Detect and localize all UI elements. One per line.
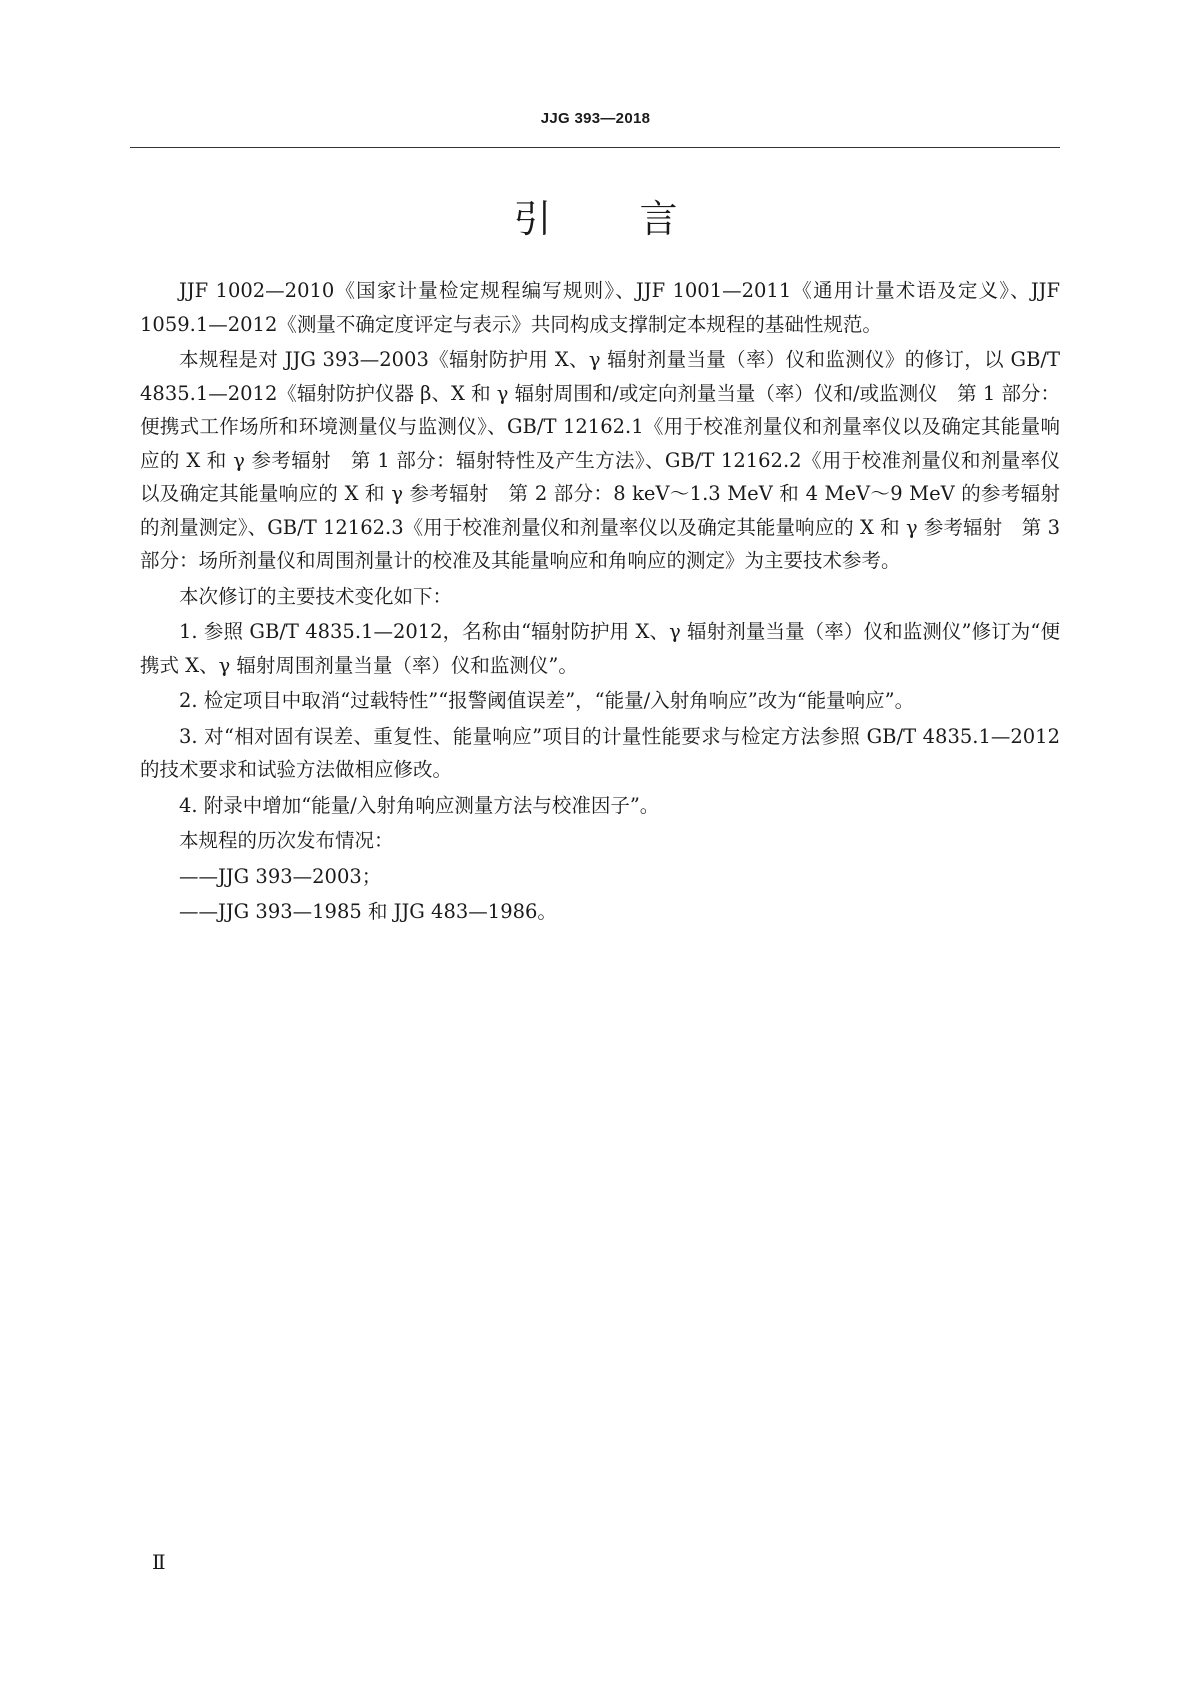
title-char-2: 言 — [639, 197, 678, 241]
header-divider — [130, 147, 1060, 148]
change-item-4: 4. 附录中增加“能量/入射角响应测量方法与校准因子”。 — [179, 793, 660, 817]
paragraph-revision-basis: 本规程是对 JJG 393—2003《辐射防护用 X、γ 辐射剂量当量（率）仪和监测仪》的修订，以 GB/T 4835.1—2012《辐射防护仪器 β、X 和 γ 辐射周围和/或定向剂量当量（率）仪和/或监测仪 第 1 部分：便携式工作场所和环境测量仪与监测仪》、GB/T 12162.1《用于校准剂量仪和剂量率仪以及确定其能量响应的 X 和 γ 参考辐射 第 1 部分：辐射特性及产生方法》、GB/T 12162.2《用于校准剂量仪和剂量率仪以及确定其能量响应的 X 和 γ 参考辐射 第 2 部分：8 keV～1.3 MeV 和 4 MeV～9 MeV 的参考辐射的剂量测定》、GB/T 12162.3《用于校准剂量仪和剂量率仪以及确定其能量响应的 X 和 γ 参考辐射 第 3 部分：场所剂量仪和周围剂量计的校准及其能量响应和角响应的测定》为主要技术参考。 — [140, 348, 1060, 572]
history-item-2: ——JJG 393—1985 和 JJG 483—1986。 — [179, 900, 557, 923]
page-title — [0, 188, 1191, 243]
history-item-1: ——JJG 393—2003； — [179, 864, 382, 888]
change-item-3: 3. 对“相对固有误差、重复性、能量响应”项目的计量性能要求与检定方法参照 GB/T 4835.1—2012 的技术要求和试验方法做相应修改。 — [140, 724, 1060, 781]
document-body — [140, 274, 1060, 931]
page-number: Ⅱ — [152, 1550, 166, 1574]
paragraph-history-intro: 本规程的历次发布情况： — [179, 829, 394, 852]
paragraph-changes-intro: 本次修订的主要技术变化如下： — [179, 584, 453, 608]
paragraph-normative-references: JJF 1002—2010《国家计量检定规程编写规则》、JJF 1001—2011《通用计量术语及定义》、JJF 1059.1—2012《测量不确定度评定与表示》共同构成支撑制定本规程的基础性规范。 — [140, 279, 1060, 336]
change-item-2: 2. 检定项目中取消“过载特性”“报警阈值误差”，“能量/入射角响应”改为“能量响应”。 — [179, 689, 915, 712]
change-item-1: 1. 参照 GB/T 4835.1—2012，名称由“辐射防护用 X、γ 辐射剂量当量（率）仪和监测仪”修订为“便携式 X、γ 辐射周围剂量当量（率）仪和监测仪”。 — [140, 620, 1060, 677]
title-char-1: 引 — [513, 197, 552, 241]
running-header: JJG 393—2018 — [540, 110, 651, 127]
